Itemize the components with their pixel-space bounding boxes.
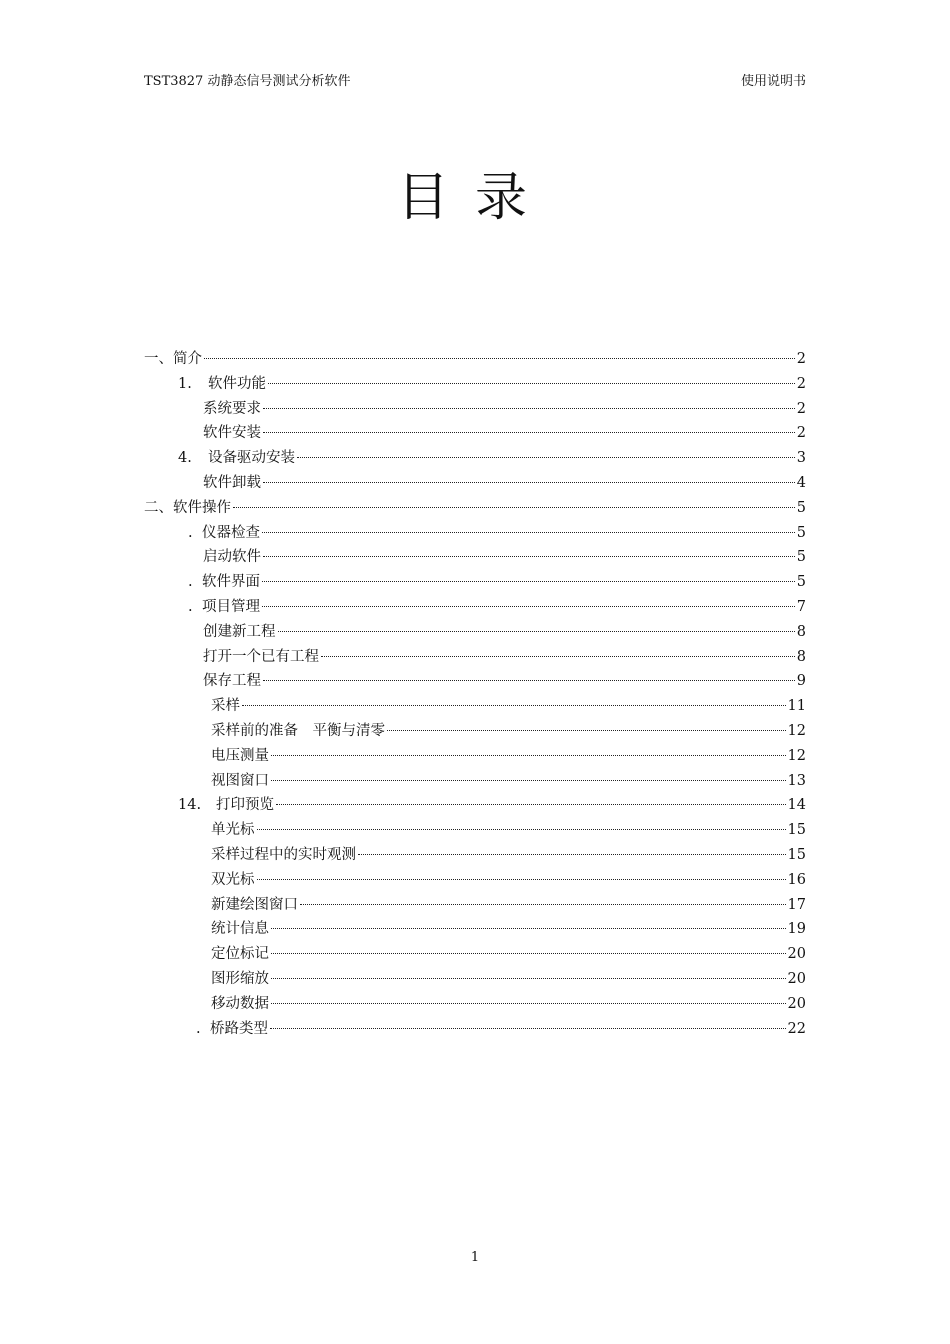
toc-leader-dots [278, 631, 795, 632]
toc-entry-page: 12 [787, 747, 806, 764]
toc-entry-label: 单光标 [211, 822, 255, 839]
toc-entry-page: 11 [787, 698, 806, 715]
toc-entry[interactable] [144, 570, 806, 595]
toc-entry-label: 软件安装 [203, 425, 261, 442]
toc-entry-label: 软件功能 [208, 375, 266, 392]
toc-leader-dots [262, 606, 795, 607]
toc-entry-label: 采样 [211, 698, 240, 715]
toc-leader-dots [262, 532, 795, 533]
toc-entry[interactable] [144, 620, 806, 645]
toc-entry[interactable] [144, 496, 806, 521]
toc-entry[interactable] [144, 421, 806, 446]
toc-leader-dots [387, 730, 786, 731]
toc-entry-label: 一、简介 [144, 351, 202, 367]
toc-entry-page: 8 [796, 648, 806, 665]
toc-entry-page: 9 [796, 673, 806, 690]
toc-entry-label: 定位标记 [211, 946, 269, 963]
toc-entry-page: 3 [796, 450, 806, 467]
toc-entry-page: 8 [796, 623, 806, 640]
toc-entry-number: . [188, 574, 193, 591]
toc-entry[interactable] [144, 793, 806, 818]
toc-entry-number: 14. [178, 797, 202, 814]
toc-entry[interactable] [144, 645, 806, 670]
toc-entry-label: 保存工程 [203, 673, 261, 690]
toc-leader-dots [321, 656, 795, 657]
page-title: 目录 [396, 168, 553, 228]
toc-entry[interactable] [144, 595, 806, 620]
toc-entry-number: . [188, 598, 193, 615]
toc-entry-label: 采样过程中的实时观测 [211, 846, 356, 863]
toc-leader-dots [263, 408, 795, 409]
toc-entry-label: 二、软件操作 [144, 499, 231, 516]
toc-leader-dots [271, 978, 786, 979]
toc-entry[interactable] [144, 397, 806, 422]
toc-leader-dots [262, 581, 795, 582]
toc-entry-label: 创建新工程 [203, 623, 276, 640]
toc-entry-label: 打印预览 [216, 797, 274, 814]
toc-entry-label: 系统要求 [203, 400, 261, 417]
toc-leader-dots [276, 804, 786, 805]
toc-entry-page: 5 [796, 549, 806, 566]
toc-leader-dots [263, 432, 795, 433]
toc-entry[interactable] [144, 1017, 806, 1042]
toc-entry[interactable] [144, 347, 806, 372]
toc-entry[interactable] [144, 769, 806, 794]
toc-entry-page: 2 [796, 400, 806, 417]
toc-leader-dots [270, 1028, 786, 1029]
toc-entry[interactable] [144, 669, 806, 694]
toc-leader-dots [263, 680, 795, 681]
toc-entry-page: 4 [796, 474, 806, 491]
toc-entry-number: . [196, 1020, 201, 1037]
toc-leader-dots [204, 358, 795, 359]
toc-leader-dots [271, 780, 786, 781]
toc-leader-dots [358, 854, 786, 855]
page-number: 1 [470, 1250, 480, 1265]
toc-entry-page: 15 [787, 822, 806, 839]
page-header [144, 70, 806, 89]
toc-entry[interactable] [144, 471, 806, 496]
toc-entry-page: 20 [787, 970, 806, 987]
toc-leader-dots [268, 383, 795, 384]
toc-entry-page: 12 [787, 722, 806, 739]
toc-entry-label: 图形缩放 [211, 970, 269, 987]
toc-entry-label: 统计信息 [211, 921, 269, 938]
toc-entry-page: 7 [796, 598, 806, 615]
toc-entry-number: 4. [178, 450, 192, 467]
toc-entry[interactable] [144, 818, 806, 843]
toc-entry-label: 软件界面 [202, 574, 260, 591]
toc-entry-label: 桥路类型 [210, 1020, 268, 1037]
toc-entry-page: 5 [796, 499, 806, 516]
toc-entry[interactable] [144, 843, 806, 868]
toc-entry[interactable] [144, 917, 806, 942]
toc-entry[interactable] [144, 694, 806, 719]
toc-entry-page: 5 [796, 524, 806, 541]
toc-entry-label: 移动数据 [211, 995, 269, 1012]
toc-entry[interactable] [144, 942, 806, 967]
toc-entry[interactable] [144, 521, 806, 546]
toc-entry-label: 设备驱动安装 [208, 450, 295, 467]
toc-entry-label: 软件卸载 [203, 474, 261, 491]
toc-entry-page: 2 [796, 425, 806, 442]
toc-leader-dots [242, 705, 786, 706]
toc-entry-number: 1. [178, 375, 192, 392]
toc-entry[interactable] [144, 719, 806, 744]
header-doc-title: TST3827 动静态信号测试分析软件 [144, 74, 351, 89]
toc-entry-label: 项目管理 [202, 598, 260, 615]
toc-entry[interactable] [144, 967, 806, 992]
toc-entry-page: 16 [787, 871, 806, 888]
toc-leader-dots [271, 1003, 786, 1004]
toc-entry-page: 13 [787, 772, 806, 789]
toc-entry-label: 视图窗口 [211, 772, 269, 789]
toc-entry-label: 仪器检查 [202, 524, 260, 541]
toc-entry[interactable] [144, 868, 806, 893]
toc-entry-label: 新建绘图窗口 [211, 896, 298, 913]
toc-entry-label: 采样前的准备 平衡与清零 [211, 722, 385, 739]
toc-leader-dots [271, 928, 786, 929]
toc-entry-label: 电压测量 [211, 747, 269, 764]
toc-leader-dots [263, 556, 795, 557]
toc-entry-page: 19 [787, 921, 806, 938]
toc-leader-dots [300, 904, 786, 905]
toc-entry-number: . [188, 524, 193, 541]
toc-entry-label: 启动软件 [203, 549, 261, 566]
toc-entry-page: 14 [787, 797, 806, 814]
toc-entry-page: 22 [787, 1020, 806, 1037]
toc-entry-label: 打开一个已有工程 [203, 648, 319, 665]
toc-entry-page: 20 [787, 946, 806, 963]
toc-entry-page: 2 [796, 351, 806, 367]
table-of-contents [144, 347, 806, 1041]
header-doc-type: 使用说明书 [740, 74, 806, 89]
toc-leader-dots [257, 879, 786, 880]
toc-leader-dots [271, 953, 786, 954]
toc-entry-page: 17 [787, 896, 806, 913]
toc-entry-page: 20 [787, 995, 806, 1012]
toc-entry-page: 2 [796, 375, 806, 392]
toc-leader-dots [271, 755, 786, 756]
toc-entry[interactable] [144, 372, 806, 397]
toc-entry-label: 双光标 [211, 871, 255, 888]
toc-leader-dots [257, 829, 786, 830]
toc-entry[interactable] [144, 893, 806, 918]
toc-leader-dots [263, 482, 795, 483]
toc-leader-dots [297, 457, 795, 458]
toc-entry[interactable] [144, 545, 806, 570]
toc-entry-page: 15 [787, 846, 806, 863]
toc-entry[interactable] [144, 446, 806, 471]
toc-leader-dots [233, 507, 795, 508]
toc-entry-page: 5 [796, 574, 806, 591]
toc-entry[interactable] [144, 992, 806, 1017]
toc-entry[interactable] [144, 744, 806, 769]
